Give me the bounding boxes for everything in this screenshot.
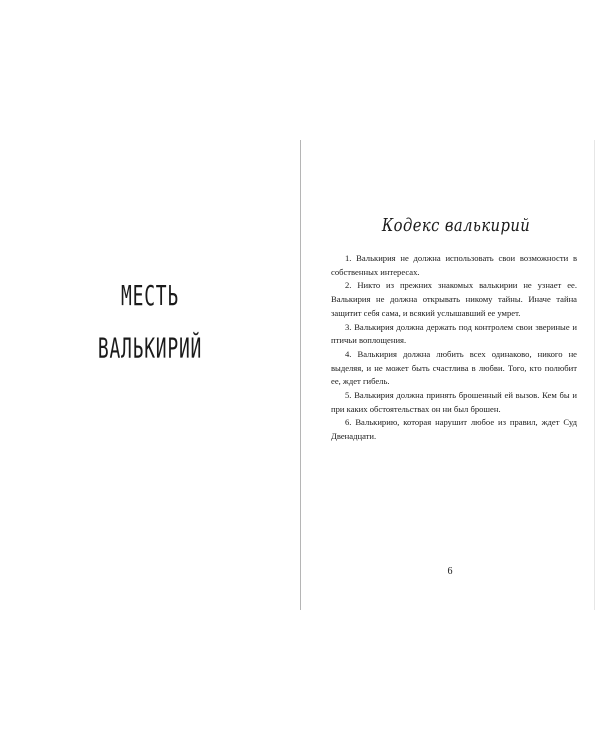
rules-list — [331, 252, 577, 444]
rule-item: 2. Никто из прежних знакомых валькирии не узнает ее. Валькирия не должна открывать никому тайны. Иначе тайна защитит себя сама, и всякий услышавший ее умрет. — [331, 280, 577, 318]
left-title-line-2: ВАЛЬКИРИЙ — [97, 333, 203, 365]
page-number: 6 — [447, 566, 453, 577]
left-page-title — [80, 270, 220, 376]
left-title-line-1: МЕСТЬ — [121, 280, 179, 312]
rule-item: 1. Валькирия не должна использовать свои возможности в собственных интересах. — [331, 253, 577, 277]
rule-item: 4. Валькирия должна любить всех одинаково, никого не выделяя, и не может быть счастлива в любви. Того, кто полюбит ее, ждет гибель. — [331, 348, 577, 387]
rule-item: 3. Валькирия должна держать под контролем свои звериные и птичьи воплощения. — [331, 321, 577, 346]
rule-item: 5. Валькирия должна принять брошенный ей вызов. Кем бы и при каких обстоятельствах он ни был брошен. — [331, 390, 577, 414]
page-gutter — [300, 140, 301, 610]
rule-item: 6. Валькирию, которая нарушит любое из правил, ждет Суд Двенадцати. — [331, 417, 577, 442]
right-page-title: Кодекс валькирий — [381, 215, 531, 236]
page-edge — [594, 140, 595, 610]
